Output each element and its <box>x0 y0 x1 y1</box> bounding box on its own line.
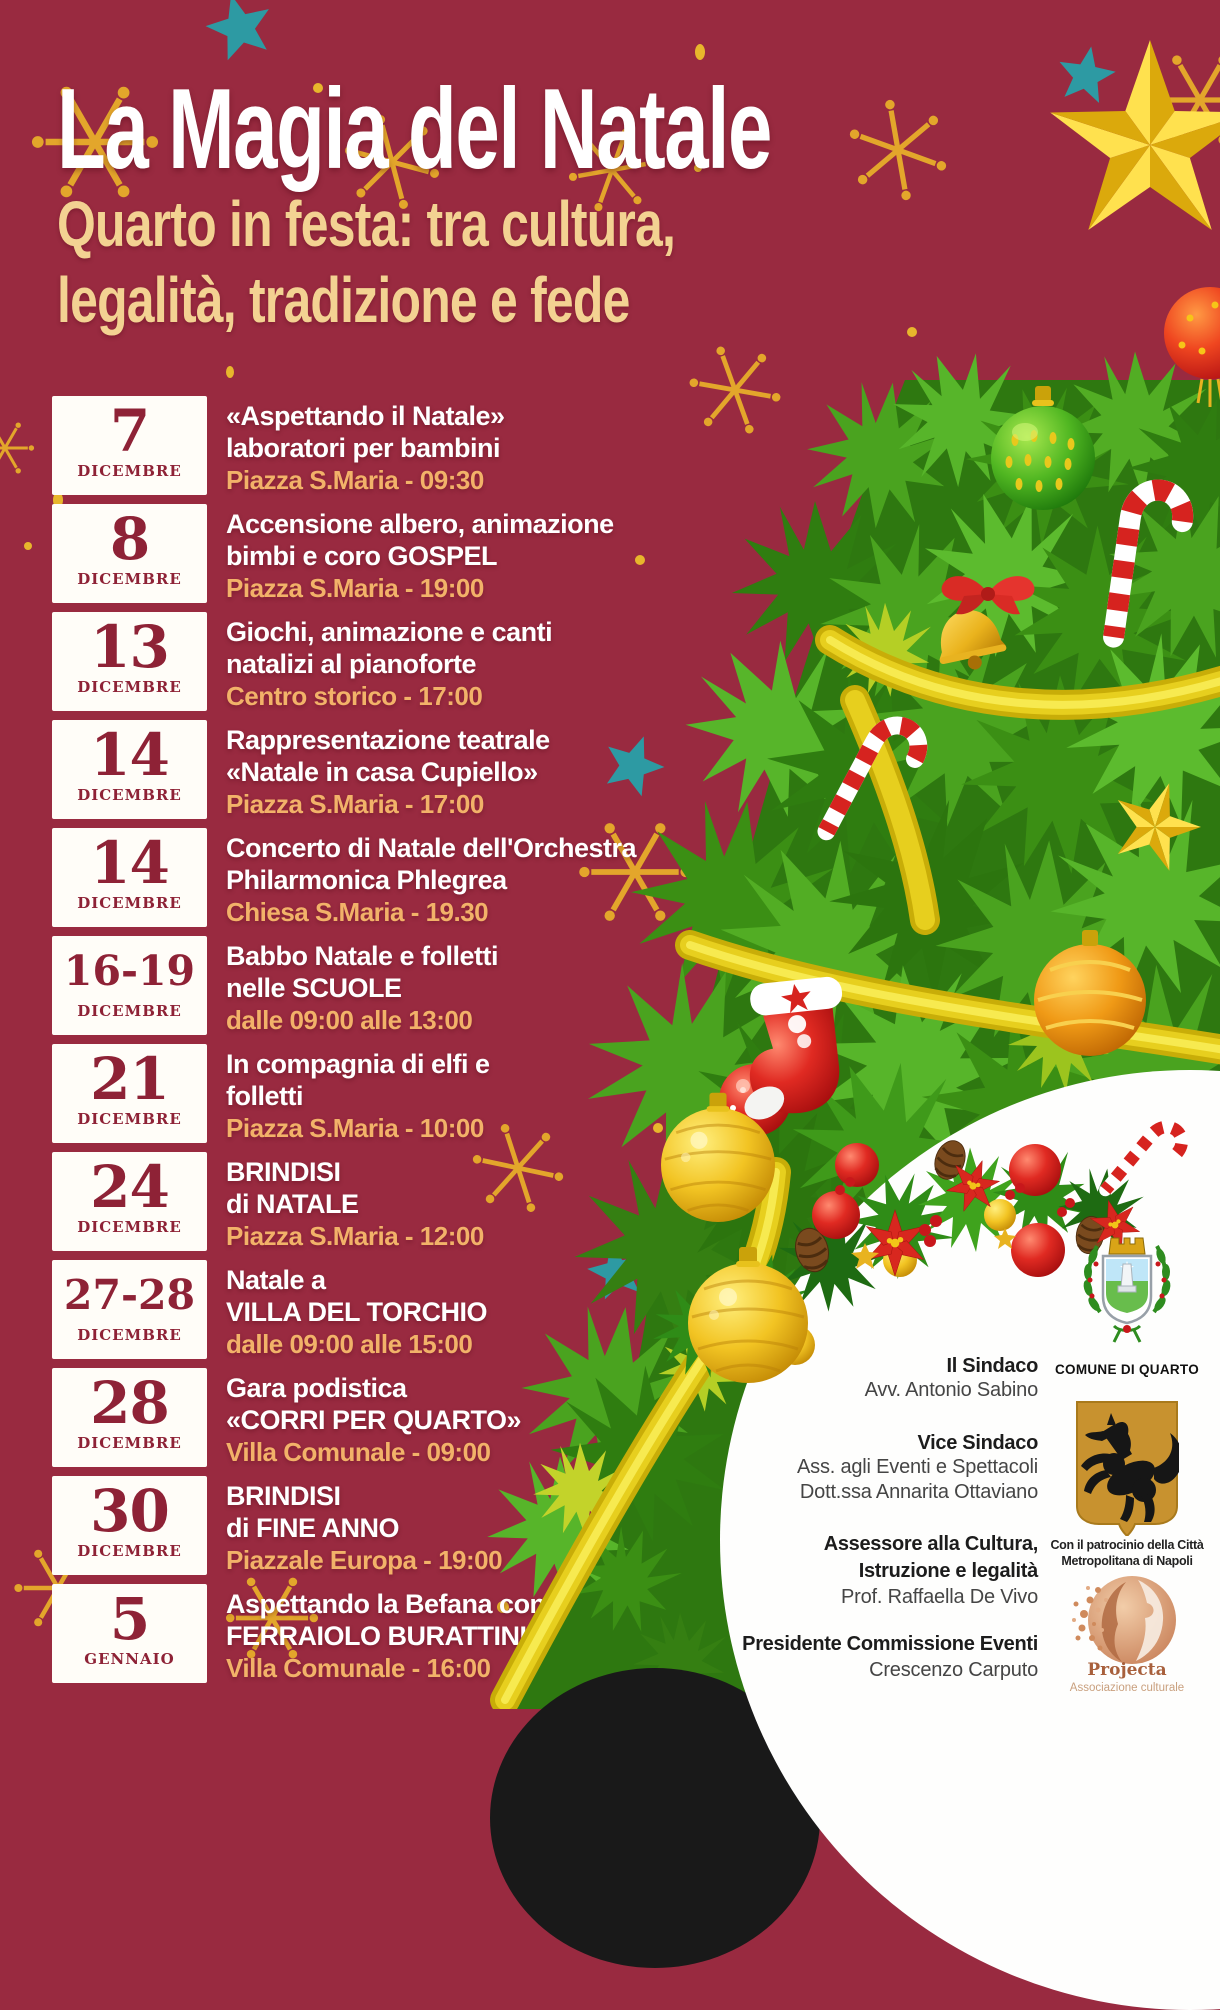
event-title-line1: Accensione albero, animazione <box>226 509 614 539</box>
gold-ribbed-bauble-icon <box>688 1247 808 1383</box>
credit-vice-line1: Ass. agli Eventi e Spettacoli <box>797 1456 1038 1478</box>
patrocinio-line1: Con il patrocinio della Città <box>1050 1538 1204 1552</box>
patrocinio-caption <box>1002 1538 1220 1569</box>
patrocinio-line2: Metropolitana di Napoli <box>1061 1553 1193 1568</box>
event-title-line1: «Aspettando il Natale» <box>226 401 505 431</box>
event-date: 27-28 <box>63 1271 196 1319</box>
event-location: Piazza S.Maria - 10:00 <box>226 1113 484 1143</box>
event-month: DICEMBRE <box>77 894 182 912</box>
event-title-line2: di NATALE <box>226 1189 359 1219</box>
comune-caption: COMUNE DI QUARTO <box>1054 1362 1200 1377</box>
event-date: 14 <box>90 721 169 789</box>
event-location: Piazza S.Maria - 09:30 <box>226 465 484 495</box>
event-title-line2: VILLA DEL TORCHIO <box>226 1297 488 1327</box>
event-title-line1: BRINDISI <box>226 1481 341 1511</box>
event-title-line2: FERRAIOLO BURATTINI <box>226 1621 527 1651</box>
credit-role-sindaco: Il Sindaco <box>946 1355 1038 1377</box>
event-title-line1: Giochi, animazione e canti <box>226 617 553 647</box>
event-location: Chiesa S.Maria - 19.30 <box>226 897 489 927</box>
event-date: 13 <box>90 613 169 681</box>
napoli-horse-crest-icon <box>1075 1396 1179 1536</box>
event-location: Piazza S.Maria - 19:00 <box>226 573 484 603</box>
projecta-name: Projecta <box>1087 1660 1167 1680</box>
event-date: 24 <box>90 1153 169 1221</box>
credit-name-presidente: Crescenzo Carputo <box>869 1659 1038 1681</box>
event-month: DICEMBRE <box>77 786 182 804</box>
event-month: DICEMBRE <box>77 1434 182 1452</box>
event-location: Piazzale Europa - 19:00 <box>226 1545 503 1575</box>
event-location: dalle 09:00 alle 13:00 <box>226 1005 473 1035</box>
poster-title: La Magia del Natale <box>57 66 772 193</box>
event-title-line1: Gara podistica <box>226 1373 407 1403</box>
projecta-logo-icon <box>1068 1574 1192 1670</box>
event-month: GENNAIO <box>84 1650 175 1668</box>
event-title-line2: «Natale in casa Cupiello» <box>226 757 538 787</box>
event-month: DICEMBRE <box>77 1542 182 1560</box>
credit-vice-line2: Dott.ssa Annarita Ottaviano <box>799 1481 1038 1503</box>
credit-role-assessore-2: Istruzione e legalità <box>858 1560 1038 1582</box>
event-title-line2: laboratori per bambini <box>226 433 501 463</box>
event-month: DICEMBRE <box>77 1110 182 1128</box>
event-date: 30 <box>90 1477 169 1545</box>
event-location: Villa Comunale - 16:00 <box>226 1653 491 1683</box>
event-date: 21 <box>90 1045 169 1113</box>
event-location: Villa Comunale - 09:00 <box>226 1437 491 1467</box>
event-date: 5 <box>109 1585 150 1653</box>
event-title-line1: Babbo Natale e folletti <box>226 941 499 971</box>
event-date: 8 <box>109 505 150 573</box>
event-month: DICEMBRE <box>77 1002 182 1020</box>
credit-name-assessore: Prof. Raffaella De Vivo <box>841 1586 1038 1608</box>
event-date: 28 <box>90 1369 169 1437</box>
event-month: DICEMBRE <box>77 462 182 480</box>
event-date: 16-19 <box>63 947 196 995</box>
event-title-line1: Natale a <box>226 1265 326 1295</box>
projecta-subtitle: Associazione culturale <box>1069 1682 1185 1694</box>
event-title-line1: Aspettando la Befana con <box>226 1589 546 1619</box>
event-month: DICEMBRE <box>77 1218 182 1236</box>
credit-name-sindaco: Avv. Antonio Sabino <box>864 1379 1038 1401</box>
event-location: dalle 09:00 alle 15:00 <box>226 1329 473 1359</box>
event-month: DICEMBRE <box>77 1326 182 1344</box>
event-location: Piazza S.Maria - 12:00 <box>226 1221 484 1251</box>
event-month: DICEMBRE <box>77 570 182 588</box>
event-title-line2: nelle SCUOLE <box>226 973 402 1003</box>
subtitle-line1: Quarto in festa: tra cultura, <box>57 188 676 260</box>
event-title-line2: di FINE ANNO <box>226 1513 399 1543</box>
event-title-line2: Philarmonica Phlegrea <box>226 865 507 895</box>
event-title-line2: natalizi al pianoforte <box>226 649 477 679</box>
event-title-line1: Concerto di Natale dell'Orchestra <box>226 833 637 863</box>
event-month: DICEMBRE <box>77 678 182 696</box>
credit-role-assessore-1: Assessore alla Cultura, <box>823 1533 1038 1555</box>
credit-role-presidente: Presidente Commissione Eventi <box>742 1633 1038 1655</box>
event-date: 7 <box>109 397 150 465</box>
event-title-line2: «CORRI PER QUARTO» <box>226 1405 522 1435</box>
event-title-line1: Rappresentazione teatrale <box>226 725 550 755</box>
comune-di-quarto-crest-icon <box>1070 1230 1184 1362</box>
subtitle-line2: legalità, tradizione e fede <box>57 264 630 336</box>
event-date: 14 <box>90 829 169 897</box>
event-location: Piazza S.Maria - 17:00 <box>226 789 484 819</box>
event-title-line2: bimbi e coro GOSPEL <box>226 541 498 571</box>
event-title-line1: In compagnia di elfi e <box>226 1049 490 1079</box>
credit-role-vice-sindaco: Vice Sindaco <box>917 1432 1038 1454</box>
event-location: Centro storico - 17:00 <box>226 681 483 711</box>
event-title-line2: folletti <box>226 1081 303 1111</box>
event-title-line1: BRINDISI <box>226 1157 341 1187</box>
